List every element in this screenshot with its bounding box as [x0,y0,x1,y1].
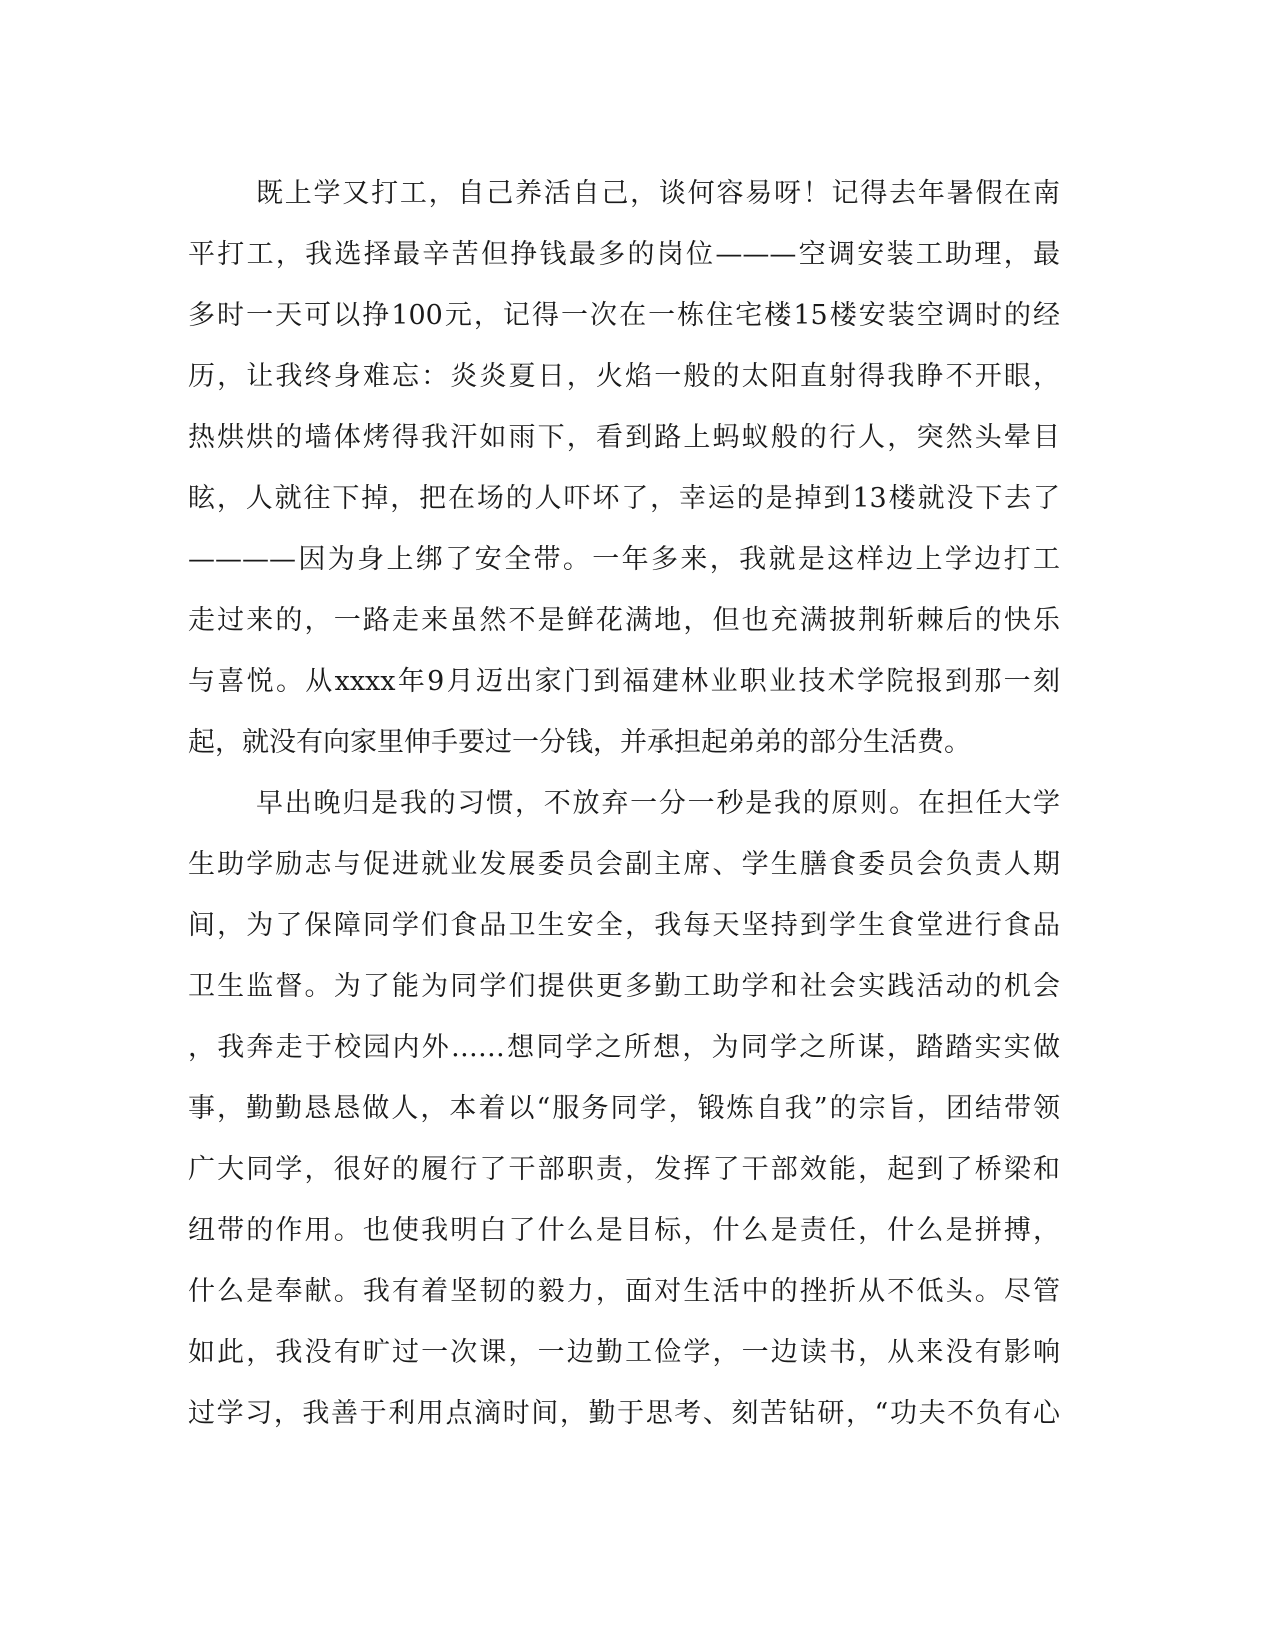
paragraph-1-line-4: 历，让我终身难忘：炎炎夏日，火焰一般的太阳直射得我睁不开眼， [188,361,1060,392]
paragraph-2-line-9: 什么是奉献。我有着坚韧的毅力，面对生活中的挫折从不低头。尽管 [188,1276,1060,1307]
paragraph-2-line-4: 卫生监督。为了能为同学们提供更多勤工助学和社会实践活动的机会 [188,971,1060,1002]
paragraph-1-line-9: 与喜悦。从xxxx年9月迈出家门到福建林业职业技术学院报到那一刻 [188,666,1060,697]
paragraph-2-line-8: 纽带的作用。也使我明白了什么是目标，什么是责任，什么是拼搏， [188,1215,1060,1246]
paragraph-2-line-7: 广大同学，很好的履行了干部职责，发挥了干部效能，起到了桥梁和 [188,1154,1060,1185]
paragraph-2-line-2: 生助学励志与促进就业发展委员会副主席、学生膳食委员会负责人期 [188,849,1060,880]
paragraph-1-line-5: 热烘烘的墙体烤得我汗如雨下，看到路上蚂蚁般的行人，突然头晕目 [188,422,1060,453]
body-text [188,163,1088,1444]
paragraph-1-line-10: 起，就没有向家里伸手要过一分钱，并承担起弟弟的部分生活费。 [188,727,971,758]
paragraph-1-line-8: 走过来的，一路走来虽然不是鲜花满地，但也充满披荆斩棘后的快乐 [188,605,1060,636]
paragraph-1-line-7: ————因为身上绑了安全带。一年多来，我就是这样边上学边打工 [188,544,1060,575]
paragraph-2-line-1: 早出晚归是我的习惯，不放弃一分一秒是我的原则。在担任大学 [256,788,1060,819]
paragraph-2-line-5: ，我奔走于校园内外……想同学之所想，为同学之所谋，踏踏实实做 [188,1032,1060,1063]
paragraph-2-line-6: 事，勤勤恳恳做人，本着以“服务同学，锻炼自我”的宗旨，团结带领 [188,1093,1060,1124]
paragraph-2-line-10: 如此，我没有旷过一次课，一边勤工俭学，一边读书，从来没有影响 [188,1337,1060,1368]
paragraph-1-line-2: 平打工，我选择最辛苦但挣钱最多的岗位———空调安装工助理，最 [188,239,1060,270]
paragraph-2-line-3: 间，为了保障同学们食品卫生安全，我每天坚持到学生食堂进行食品 [188,910,1060,941]
paragraph-1-line-1: 既上学又打工，自己养活自己，谈何容易呀！记得去年暑假在南 [256,178,1060,209]
paragraph-2-line-11: 过学习，我善于利用点滴时间，勤于思考、刻苦钻研，“功夫不负有心 [188,1398,1060,1429]
paragraph-1-line-3: 多时一天可以挣100元，记得一次在一栋住宅楼15楼安装空调时的经 [188,300,1060,331]
paragraph-1-line-6: 眩，人就往下掉，把在场的人吓坏了，幸运的是掉到13楼就没下去了 [188,483,1060,514]
